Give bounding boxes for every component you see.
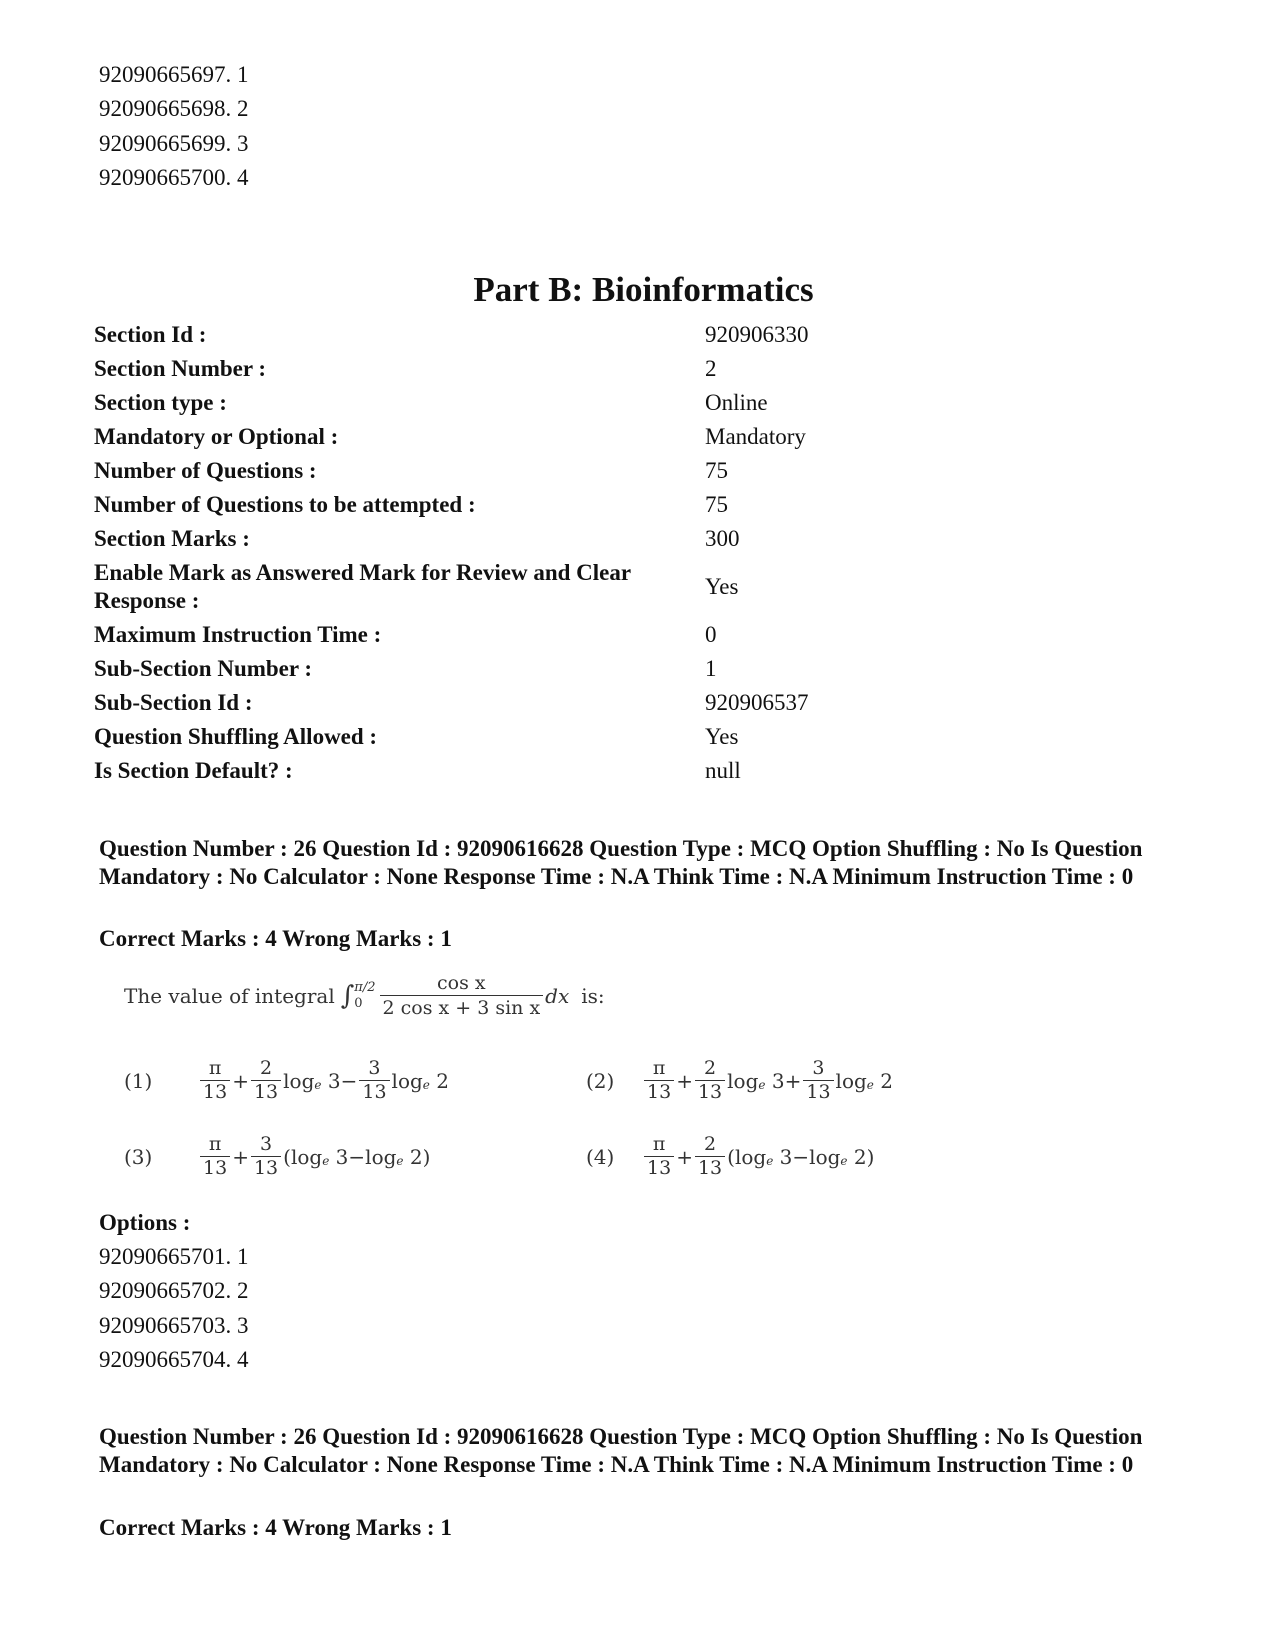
info-value: Yes [705, 574, 739, 599]
operator: − [348, 1144, 366, 1169]
fraction [644, 1058, 674, 1103]
log: log [809, 1144, 841, 1169]
choice-4 [586, 1134, 874, 1179]
choice-1 [124, 1058, 449, 1103]
numerator: π [652, 1133, 666, 1155]
info-row [94, 686, 1094, 720]
value: 3 [327, 1068, 341, 1093]
value: 2 [880, 1068, 893, 1093]
question-stem [124, 972, 605, 1019]
value: 3 [335, 1144, 349, 1169]
option-item: 92090665698. 2 [99, 96, 249, 122]
info-row [94, 420, 1094, 454]
info-label: Section type : [94, 390, 227, 415]
info-label: Section Id : [94, 322, 207, 347]
numerator: 2 [260, 1057, 273, 1079]
fraction [803, 1058, 833, 1103]
dx: dx [545, 983, 570, 1008]
options-list [99, 1240, 249, 1377]
info-label: Sub-Section Number : [94, 656, 313, 681]
numerator: π [208, 1057, 222, 1079]
operator: + [676, 1068, 693, 1093]
log-base: e [758, 1077, 766, 1092]
question-marks: Correct Marks : 4 Wrong Marks : 1 [99, 1515, 452, 1540]
value: 2 [409, 1144, 423, 1169]
denominator: 13 [200, 1080, 230, 1103]
info-value: 75 [705, 492, 728, 517]
info-value: 0 [705, 622, 717, 647]
integrand-fraction [380, 972, 544, 1019]
info-label: Maximum Instruction Time : [94, 622, 382, 647]
info-label: Sub-Section Id : [94, 690, 253, 715]
denominator: 13 [695, 1156, 725, 1179]
denominator: 13 [644, 1156, 674, 1179]
denominator: 13 [200, 1156, 230, 1179]
denominator: 13 [251, 1156, 281, 1179]
integral-icon: ∫ [340, 980, 355, 1011]
integrand-numerator: cos x [437, 972, 486, 994]
info-value: 2 [705, 356, 717, 381]
choice-label: (2) [586, 1068, 615, 1093]
info-label: Section Number : [94, 356, 267, 381]
info-row [94, 318, 1094, 352]
info-label: Number of Questions to be attempted : [94, 492, 476, 517]
log-base: e [322, 1153, 330, 1168]
info-value: null [705, 758, 741, 783]
operator: − [792, 1144, 810, 1169]
log-base: e [840, 1153, 848, 1168]
numerator: 3 [260, 1133, 273, 1155]
info-row [94, 556, 1094, 618]
fraction [200, 1058, 230, 1103]
operator: + [676, 1144, 693, 1169]
log: log [391, 1068, 423, 1093]
fraction [251, 1058, 281, 1103]
info-value: 920906537 [705, 690, 809, 715]
section-info-table [94, 318, 1094, 788]
info-value: 920906330 [705, 322, 809, 347]
choice-label: (4) [586, 1144, 615, 1169]
info-value: 75 [705, 458, 728, 483]
info-row [94, 652, 1094, 686]
info-label: Is Section Default? : [94, 758, 293, 783]
info-row [94, 618, 1094, 652]
fraction [200, 1134, 230, 1179]
value: 2 [853, 1144, 867, 1169]
info-value: 1 [705, 656, 717, 681]
operator: + [232, 1144, 249, 1169]
choice-2 [586, 1058, 893, 1103]
stem-prefix: The value of integral [124, 983, 335, 1008]
fraction [695, 1134, 725, 1179]
stem-suffix: is: [581, 983, 605, 1008]
info-row [94, 488, 1094, 522]
log: log [727, 1068, 759, 1093]
info-row [94, 454, 1094, 488]
previous-options-list [99, 58, 249, 195]
integral-lower: 0 [354, 995, 363, 1011]
log: log [835, 1068, 867, 1093]
numerator: π [208, 1133, 222, 1155]
denominator: 13 [359, 1080, 389, 1103]
integral-limits [354, 980, 375, 1012]
numerator: 2 [704, 1133, 717, 1155]
info-value: Mandatory [705, 424, 806, 449]
fraction [695, 1058, 725, 1103]
info-row [94, 352, 1094, 386]
integrand-denominator: 2 cos x + 3 sin x [380, 995, 544, 1019]
paren: ) [866, 1144, 875, 1169]
option-item: 92090665704. 4 [99, 1346, 249, 1372]
denominator: 13 [644, 1080, 674, 1103]
info-label: Mandatory or Optional : [94, 424, 339, 449]
denominator: 13 [695, 1080, 725, 1103]
info-row [94, 754, 1094, 788]
operator: + [232, 1068, 249, 1093]
denominator: 13 [803, 1080, 833, 1103]
info-label: Question Shuffling Allowed : [94, 724, 378, 749]
options-label: Options : [99, 1210, 191, 1235]
option-item: 92090665697. 1 [99, 62, 249, 87]
info-row [94, 386, 1094, 420]
info-value: Yes [705, 724, 739, 749]
log: log [283, 1068, 315, 1093]
question-header: Question Number : 26 Question Id : 92090616628 Question Type : MCQ Option Shuffling : No Is Question Mandatory : No Calculator : None Response Time : N.A Think Time : N.A Minimum Instruction Time : 0 [99, 1424, 1143, 1477]
option-item: 92090665701. 1 [99, 1244, 249, 1269]
info-value: 300 [705, 526, 740, 551]
option-item: 92090665700. 4 [99, 164, 249, 190]
section-title: Part B: Bioinformatics [473, 270, 814, 309]
value: 2 [436, 1068, 449, 1093]
question-marks: Correct Marks : 4 Wrong Marks : 1 [99, 926, 452, 951]
integral-upper: π/2 [354, 979, 376, 995]
fraction [644, 1134, 674, 1179]
operator: + [784, 1068, 802, 1093]
choice-label: (3) [124, 1144, 153, 1169]
info-row [94, 720, 1094, 754]
log-base: e [396, 1153, 404, 1168]
numerator: π [652, 1057, 666, 1079]
paren: ) [422, 1144, 431, 1169]
denominator: 13 [251, 1080, 281, 1103]
log: log [290, 1144, 323, 1169]
log-base: e [866, 1077, 874, 1092]
operator: − [340, 1068, 358, 1093]
choice-label: (1) [124, 1068, 153, 1093]
info-value: Online [705, 390, 768, 415]
option-item: 92090665699. 3 [99, 130, 249, 156]
log-base: e [422, 1077, 430, 1092]
question-header: Question Number : 26 Question Id : 92090616628 Question Type : MCQ Option Shuffling : No Is Question Mandatory : No Calculator : None Response Time : N.A Think Time : N.A Minimum Instruction Time : 0 [99, 836, 1143, 889]
option-item: 92090665702. 2 [99, 1278, 249, 1304]
log-base: e [314, 1077, 322, 1092]
info-row [94, 522, 1094, 556]
fraction [251, 1134, 281, 1179]
info-label: Enable Mark as Answered Mark for Review and Clear Response : [94, 560, 631, 613]
fraction [359, 1058, 389, 1103]
value: 3 [779, 1144, 793, 1169]
log: log [365, 1144, 397, 1169]
paren: ( [727, 1144, 735, 1169]
value: 3 [771, 1068, 785, 1093]
choice-3 [124, 1134, 430, 1179]
info-label: Number of Questions : [94, 458, 317, 483]
paren: ( [283, 1144, 291, 1169]
numerator: 2 [704, 1057, 717, 1079]
log-base: e [766, 1153, 774, 1168]
info-label: Section Marks : [94, 526, 250, 551]
numerator: 3 [368, 1057, 381, 1079]
numerator: 3 [812, 1057, 825, 1079]
log: log [734, 1144, 767, 1169]
option-item: 92090665703. 3 [99, 1312, 249, 1338]
